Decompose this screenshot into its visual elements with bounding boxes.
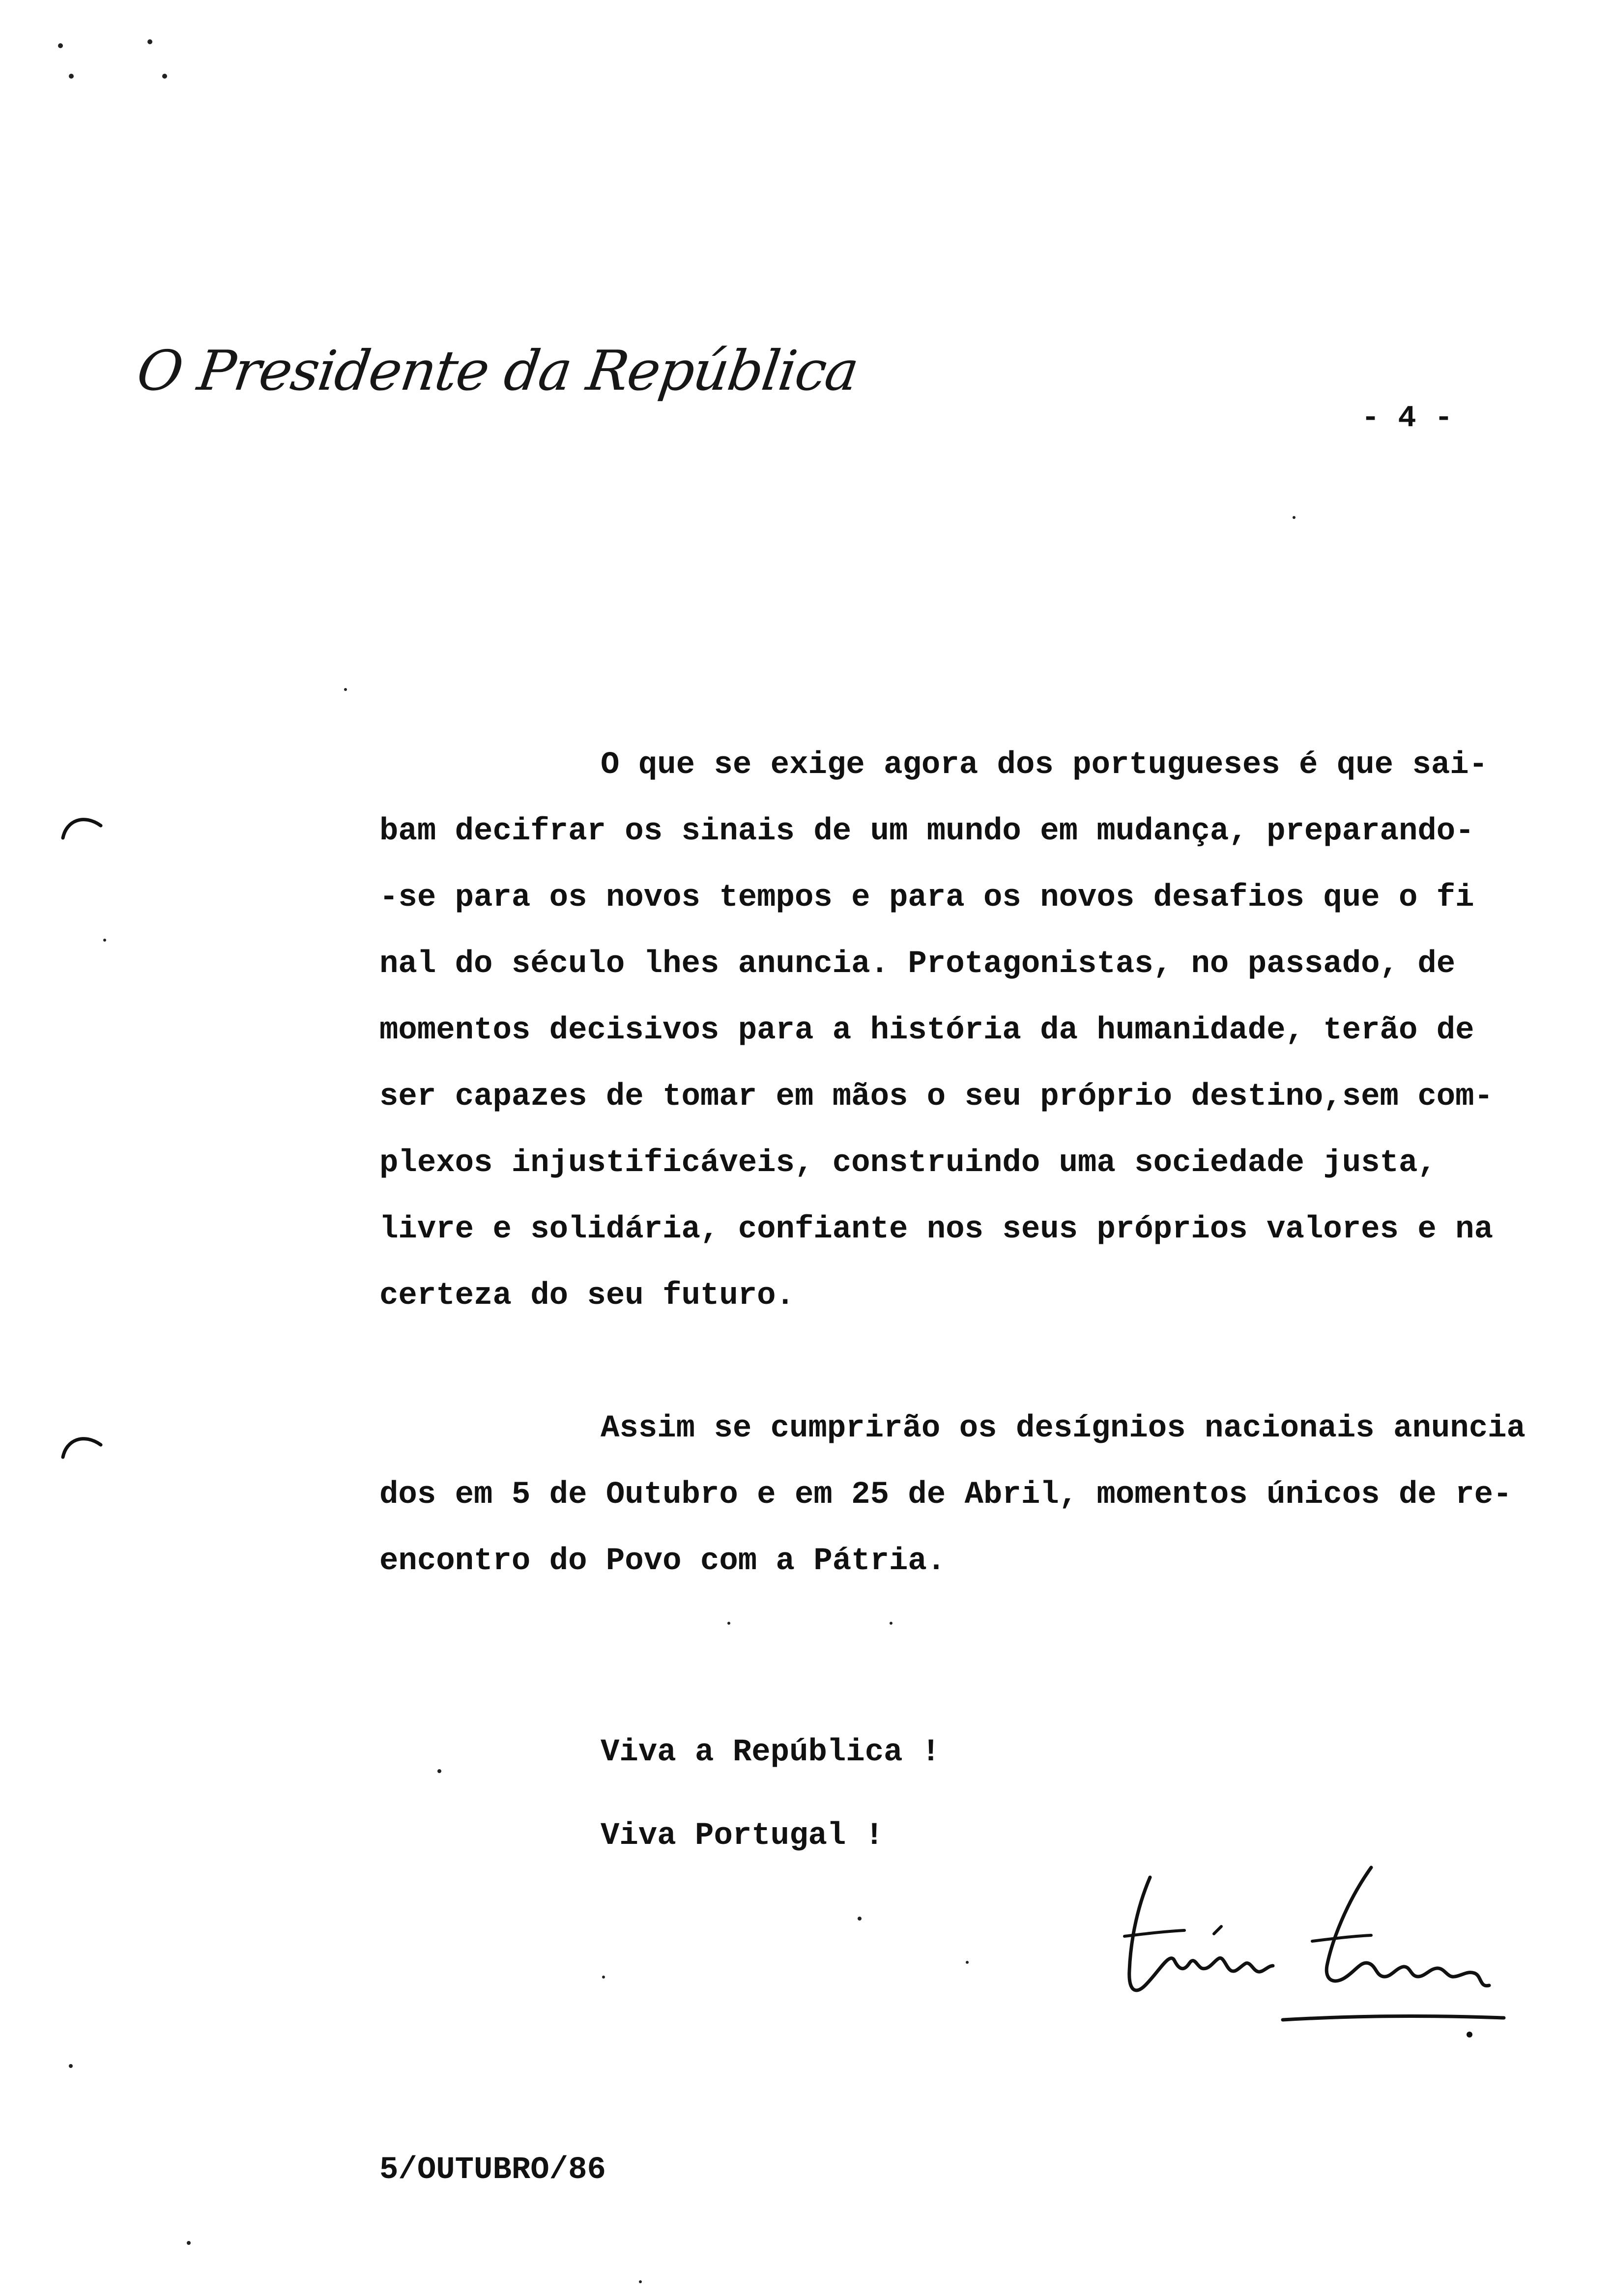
document-date: 5/OUTUBRO/86 [379, 2152, 606, 2188]
paragraph-2-line: dos em 5 de Outubro e em 25 de Abril, momentos únicos de re- [379, 1477, 1512, 1513]
punch-hole-mark [59, 1430, 103, 1460]
scan-speck [437, 1769, 441, 1773]
scan-speck [858, 1917, 862, 1921]
scan-speck [69, 74, 74, 79]
paragraph-2 [379, 1396, 1579, 1595]
paragraph-2-line: Assim se cumprirão os desígnios nacionais anuncia [601, 1411, 1526, 1446]
paragraph-1-line: certeza do seu futuro. [379, 1278, 795, 1314]
scan-speck [602, 1976, 605, 1979]
paragraph-1-line: livre e solidária, confiante nos seus próprios valores e na [379, 1212, 1493, 1247]
scan-speck [147, 39, 152, 44]
scan-speck [639, 2280, 642, 2283]
scan-speck [890, 1622, 892, 1625]
paragraph-1-line: ser capazes de tomar em mãos o seu próprio destino,sem com- [379, 1079, 1493, 1115]
handwritten-signature [1116, 1848, 1528, 2044]
punch-hole-mark [59, 811, 103, 840]
paragraph-1-line: plexos injustificáveis, construindo uma sociedade justa, [379, 1146, 1437, 1181]
paragraph-1-line: bam decifrar os sinais de um mundo em mudança, preparando- [379, 814, 1474, 849]
scan-speck [727, 1622, 730, 1625]
paragraph-1-line: O que se exige agora dos portugueses é que sai- [601, 747, 1488, 783]
scan-speck [103, 939, 106, 942]
scan-speck [1293, 516, 1295, 519]
paragraph-1-line: nal do século lhes anuncia. Protagonistas, no passado, de [379, 947, 1456, 982]
scan-speck [966, 1961, 969, 1964]
scan-speck [58, 43, 63, 48]
scan-speck [162, 74, 167, 79]
paragraph-1-line: -se para os novos tempos e para os novos desafios que o fi [379, 880, 1474, 916]
paragraph-2-line: encontro do Povo com a Pátria. [379, 1544, 946, 1579]
letterhead-title: O Presidente da República [133, 339, 862, 403]
paragraph-1 [379, 732, 1579, 1329]
scan-speck [344, 688, 347, 691]
page-number: - 4 - [1361, 401, 1453, 435]
scan-speck [69, 2064, 73, 2068]
closing-line-2: Viva Portugal ! [601, 1818, 884, 1854]
scan-speck [187, 2241, 191, 2245]
closing-line-1: Viva a República ! [601, 1735, 941, 1770]
paragraph-1-line: momentos decisivos para a história da humanidade, terão de [379, 1013, 1474, 1048]
